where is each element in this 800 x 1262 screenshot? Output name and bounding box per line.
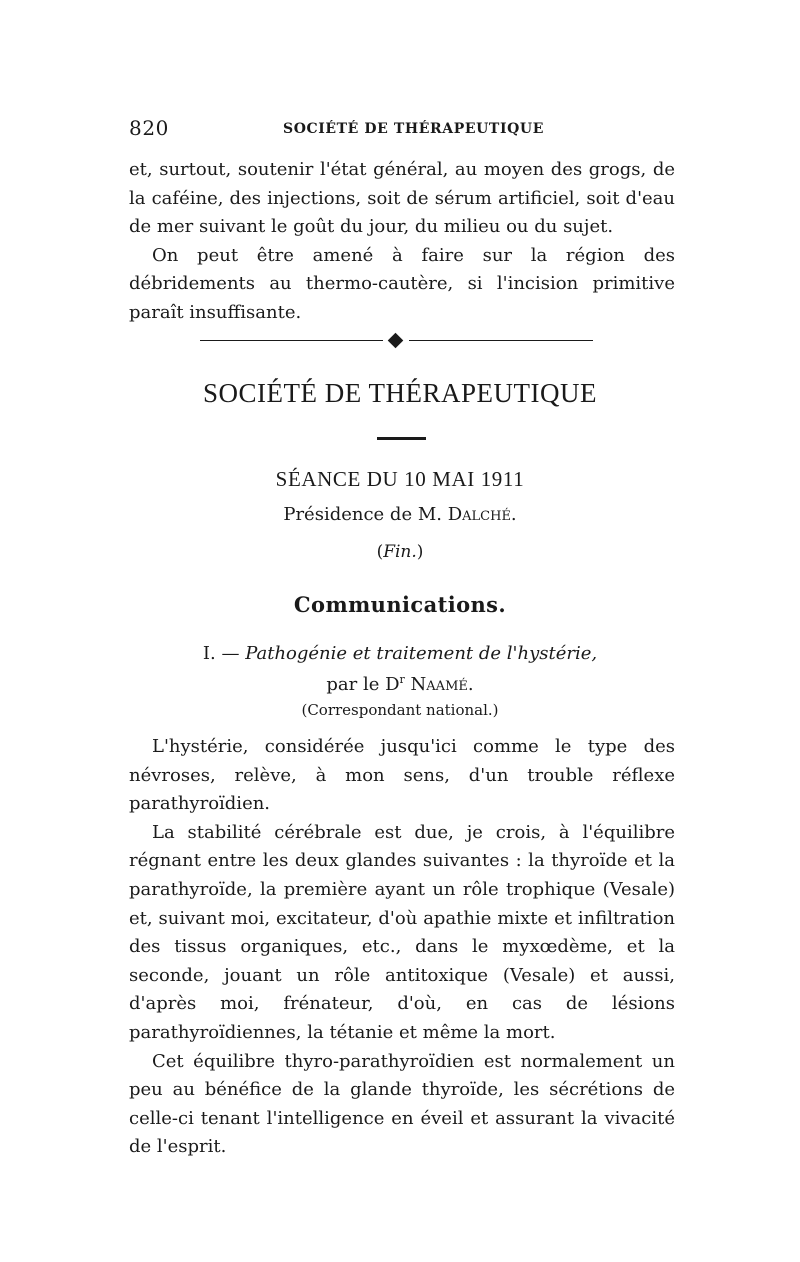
section-divider-ornament: [200, 331, 593, 351]
intro-text: [129, 156, 675, 328]
divider-line-right: [409, 340, 593, 341]
intro-paragraph-1: et, surtout, soutenir l'état général, au moyen des grogs, de la caféine, des injections, soit de sérum artificiel, soit d'eau de mer suivant le goût du jour, du milieu ou du sujet.: [129, 159, 675, 238]
running-title: SOCIÉTÉ DE THÉRAPEUTIQUE: [283, 121, 544, 137]
diamond-ornament-icon: [388, 333, 404, 349]
divider-line-left: [200, 340, 383, 341]
author-title-sup: r: [399, 673, 405, 686]
seance-date: SÉANCE DU 10 MAI 1911: [275, 467, 525, 491]
presidence-line: [0, 504, 800, 525]
article-heading: [0, 643, 800, 664]
author-name: Naamé.: [410, 674, 474, 695]
author-prefix: par le D: [326, 674, 400, 695]
president-name: Dalché.: [447, 504, 517, 525]
page-number: 820: [129, 116, 169, 140]
title-rule: [377, 437, 426, 440]
fin-note: (Fin.): [376, 542, 424, 562]
article-paragraph-1: L'hystérie, considérée jusqu'ici comme le type des névroses, relève, à mon sens, d'un trouble réflexe parathyroïdien.: [129, 736, 675, 815]
author-affiliation: (Correspondant national.): [301, 701, 499, 719]
article-number: I. —: [202, 643, 246, 664]
article-paragraph-3: Cet équilibre thyro-parathyroïdien est normalement un peu au bénéfice de la glande thyroïde, les sécrétions de celle-ci tenant l'intelligence en éveil et assurant la vivacité de l'esprit.: [129, 1050, 675, 1158]
presidence-prefix: Présidence de M.: [283, 504, 448, 525]
communications-heading: Communications.: [293, 592, 507, 617]
article-title: Pathogénie et traitement de l'hystérie,: [245, 643, 598, 664]
intro-paragraph-2: On peut être amené à faire sur la région des débridements au thermo-cautère, si l'incision primitive paraît insuffisante.: [129, 244, 675, 323]
article-paragraph-2: La stabilité cérébrale est due, je crois, à l'équilibre régnant entre les deux glandes suivantes : la thyroïde et la parathyroïde, la première ayant un rôle trophique (Vesale) et, suivant moi, excitateur, d'où apathie mixte et infiltration des tissus organiques, etc., dans le myxœdème, et la seconde, jouant un rôle antitoxique (Vesale) et aussi, d'après moi, frénateur, d'où, en cas de lésions parathyroïdiennes, la tétanie et même la mort.: [129, 821, 675, 1043]
fin-label: Fin.: [383, 542, 417, 562]
article-text: [129, 733, 675, 1162]
author-line: [0, 673, 800, 695]
section-title: SOCIÉTÉ DE THÉRAPEUTIQUE: [203, 378, 597, 408]
